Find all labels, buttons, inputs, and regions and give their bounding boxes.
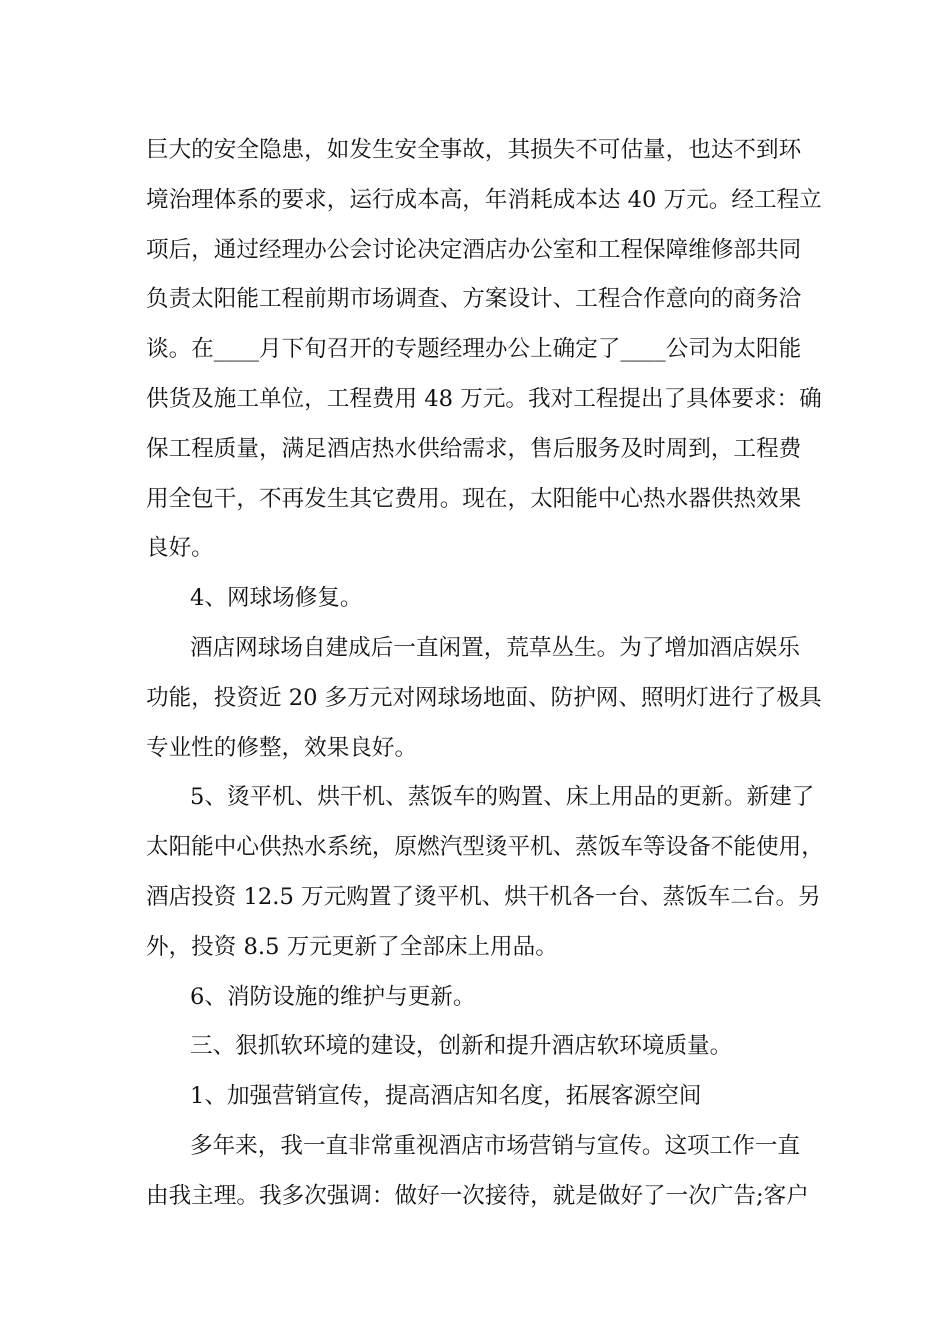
text-line: 负责太阳能工程前期市场调查、方案设计、工程合作意向的商务洽: [146, 286, 802, 313]
paragraph-tennis-court: [146, 624, 822, 773]
text-line: 1、加强营销宣传，提高酒店知名度，拓展客源空间: [190, 1083, 702, 1110]
text-line: 酒店投资 12.5 万元购置了烫平机、烘干机各一台、蒸饭车二台。另: [146, 883, 821, 910]
text-line: 酒店网球场自建成后一直闲置，荒草丛生。为了增加酒店娱乐: [190, 634, 801, 661]
section-heading-soft-environment: [146, 1022, 810, 1072]
text-line: 巨大的安全隐患，如发生安全事故，其损失不可估量，也达不到环: [146, 137, 802, 163]
text-line: 由我主理。我多次强调：做好一次接待，就是做好了一次广告;客户: [146, 1182, 809, 1209]
text-line: 太阳能中心供热水系统，原燃汽型烫平机、蒸饭车等设备不能使用，: [146, 834, 824, 861]
paragraph-equipment-purchase: [146, 773, 824, 972]
text-line: 功能，投资近 20 多万元对网球场地面、防护网、照明灯进行了极具: [146, 684, 822, 711]
paragraph-solar-project: [146, 126, 822, 574]
paragraph-marketing: [146, 1122, 810, 1222]
section-heading-tennis-court: [146, 574, 810, 624]
text-line: 6、消防设施的维护与更新。: [190, 983, 476, 1010]
text-line: 外，投资 8.5 万元更新了全部床上用品。: [146, 933, 558, 960]
text-line: 项后，通过经理办公会讨论决定酒店办公室和工程保障维修部共同: [146, 236, 802, 263]
text-line: 良好。: [146, 535, 214, 562]
document-body: [146, 126, 824, 1222]
text-line: 保工程质量，满足酒店热水供给需求，售后服务及时周到，工程费: [146, 435, 802, 462]
text-line: 专业性的修整，效果良好。: [146, 734, 418, 761]
section-heading-fire-safety: [146, 973, 810, 1023]
text-line: 5、烫平机、烘干机、蒸饭车的购置、床上用品的更新。新建了: [190, 784, 815, 811]
text-line: 多年来，我一直非常重视酒店市场营销与宣传。这项工作一直: [190, 1132, 801, 1159]
text-line: 用全包干，不再发生其它费用。现在，太阳能中心热水器供热效果: [146, 485, 802, 512]
text-line: 三、狠抓软环境的建设，创新和提升酒店软环境质量。: [190, 1033, 733, 1060]
section-heading-marketing: [146, 1072, 810, 1122]
text-line: 供货及施工单位，工程费用 48 万元。我对工程提出了具体要求：确: [146, 385, 822, 412]
text-line: 4、网球场修复。: [190, 585, 363, 612]
text-line: 谈。在____月下旬召开的专题经理办公上确定了____公司为太阳能: [146, 336, 802, 363]
text-line: 境治理体系的要求，运行成本高，年消耗成本达 40 万元。经工程立: [146, 186, 822, 213]
